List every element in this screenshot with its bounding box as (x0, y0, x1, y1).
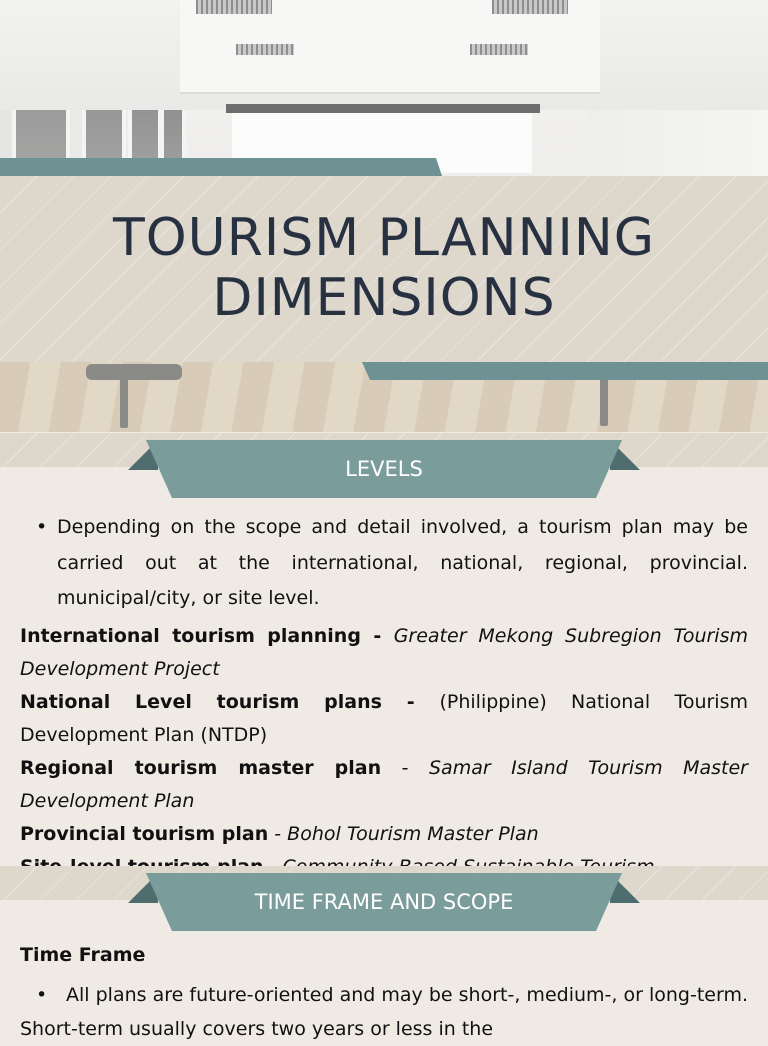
level-example: Bohol Tourism Master Plan (287, 823, 539, 845)
levels-banner-label: LEVELS (345, 457, 423, 481)
bullet-dot: • (36, 516, 48, 538)
level-label: Regional tourism master plan (20, 757, 382, 779)
time-frame-text: All plans are future-oriented and may be short-, medium-, or long-term. Short-term usually covers two years or less in the (20, 984, 748, 1040)
chair-leg (120, 378, 128, 428)
level-example: (Philippine) National Tourism Development Plan (NTDP) (20, 691, 748, 746)
level-separator: - (360, 625, 394, 647)
level-item-regional (20, 752, 748, 818)
levels-banner (128, 440, 640, 498)
level-item-national (20, 686, 748, 752)
levels-intro-bullet (20, 510, 748, 617)
level-label: Provincial tourism plan (20, 823, 269, 845)
time-frame-bullet (20, 978, 748, 1040)
level-item-international (20, 620, 748, 686)
slide-title (0, 208, 768, 328)
levels-list (20, 620, 748, 866)
time-frame-heading: Time Frame (20, 944, 146, 966)
level-separator: - (268, 823, 288, 845)
bullet-dot: • (36, 984, 48, 1006)
level-label: National Level tourism plans (20, 691, 382, 713)
accent-stripe-bottom (362, 362, 768, 380)
time-frame-banner-label: TIME FRAME AND SCOPE (254, 890, 514, 914)
slide-title-line2: DIMENSIONS (212, 268, 556, 328)
level-example: Samar Island Tourism Master Development Plan (20, 757, 748, 812)
screen-housing (226, 104, 540, 113)
level-item-provincial (20, 818, 748, 851)
level-separator: - (381, 691, 440, 713)
slide-title-line1: TOURISM PLANNING (112, 208, 656, 268)
ceiling-vent (196, 0, 272, 14)
levels-intro-text: Depending on the scope and detail involved, a tourism plan may be carried out at the international, national, regional, provincial. municipal/city, or site level. (57, 516, 748, 609)
level-example: Greater Mekong Subregion Tourism Development Project (20, 625, 748, 680)
chair (86, 364, 182, 380)
ceiling-vent (492, 0, 568, 14)
chair-leg (600, 376, 608, 426)
ceiling-vent (236, 44, 294, 55)
time-frame-banner (128, 873, 640, 931)
accent-stripe-top (0, 158, 442, 176)
level-separator: - (381, 757, 429, 779)
level-label: International tourism planning (20, 625, 361, 647)
ceiling-vent (470, 44, 528, 55)
